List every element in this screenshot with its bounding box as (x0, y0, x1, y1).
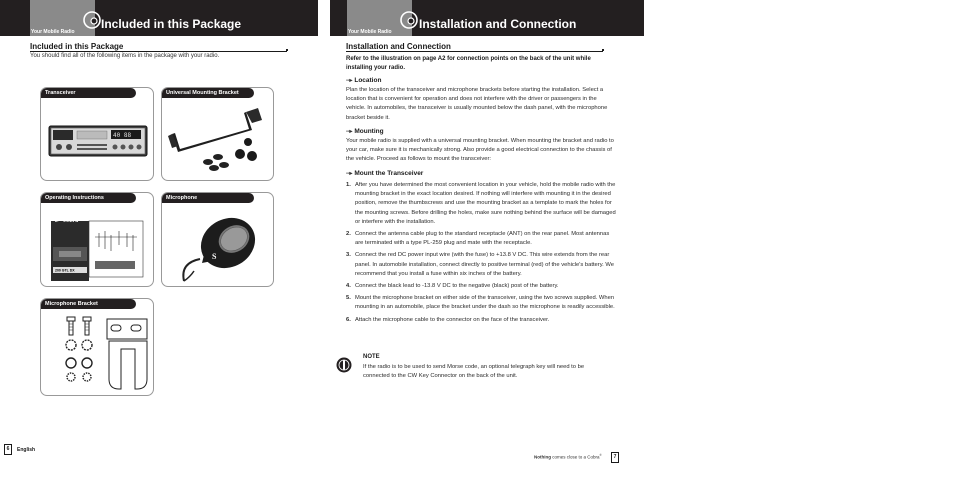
mount-transceiver-heading: - - ▸ Mount the Transceiver (346, 170, 424, 177)
transceiver-image (47, 120, 149, 160)
svg-text:S: S (212, 252, 217, 261)
cobra-logo-icon (53, 213, 85, 225)
card-microphone-bracket (40, 298, 154, 396)
radio-wave-icon (399, 10, 419, 30)
mounting-bracket-image (166, 102, 270, 178)
list-item: 4. Connect the black lead to -13.8 V DC to the negative (black) post of the battery. (346, 283, 559, 290)
section-rule (346, 51, 603, 52)
card-title: Operating Instructions (45, 195, 104, 201)
blank-area (644, 0, 954, 477)
page-number: 7 (611, 452, 619, 463)
list-item: 6. Attach the microphone cable to the connector on the face of the transceiver. (346, 316, 550, 323)
rule-end-dot (602, 49, 604, 51)
note-icon (336, 357, 352, 373)
intro-text: Refer to the illustration on page A2 for connection points on the back of the unit while installing your radio. (346, 56, 591, 71)
double-arrow-icon: - - ▸ (346, 78, 352, 84)
card-title-bar (41, 193, 136, 203)
steps-list (346, 181, 616, 326)
card-title-bar (162, 193, 254, 203)
left-page (0, 0, 318, 477)
section-tab (30, 0, 95, 36)
card-microphone (161, 192, 274, 287)
double-arrow-icon: - - ▸ (346, 171, 352, 177)
page-header (0, 0, 318, 36)
card-title-bar (162, 88, 254, 98)
note-text: If the radio is to be used to send Morse code, an optional telegraph key will need to be connected to the CW Key Connector on the back of the unit. (363, 364, 585, 380)
section-heading: Included in this Package (30, 42, 124, 51)
radio-wave-icon (82, 10, 102, 30)
card-transceiver (40, 87, 154, 181)
manual-model: 200 GTL DX (55, 268, 75, 273)
right-page (330, 0, 644, 477)
footer-language: English (17, 447, 36, 453)
card-title-bar (41, 88, 136, 98)
section-rule (30, 51, 287, 52)
list-item: 3. Connect the red DC power input wire (with the fuse) to +13.8 V DC. This wire extends from the rear panel. In automobile installation, connect directly to positive terminal (red) of the vehicle's battery. We recommend that you install a fuse within six inches of the battery. (346, 252, 614, 277)
mic-bracket-image (45, 313, 153, 395)
tab-label: Your Mobile Radio (348, 29, 392, 35)
page-title: Installation and Connection (419, 17, 577, 31)
card-title-bar (41, 299, 136, 309)
note-title: NOTE (363, 354, 380, 360)
list-item: 1. After you have determined the most convenient location in your vehicle, hold the mobile radio with the mounting bracket in the exact location desired. If nothing will interfere with mounting it in the desired position, remove the thumbscrews and use the mounting bracket as a template to mark the holes for the mounting screws. Before drilling the holes, make sure nothing behind the surface will be damaged or interfere with the installation. (346, 182, 616, 225)
list-item: 2. Connect the antenna cable plug to the standard receptacle (ANT) on the rear panel. Most antennas are terminated with a type PL-259 plug and mate with the receptacle. (346, 231, 610, 247)
section-tab (347, 0, 412, 36)
mounting-heading: - - ▸ Mounting (346, 128, 384, 135)
card-title: Microphone (166, 195, 198, 201)
svg-text:40 88: 40 88 (113, 132, 132, 139)
card-title: Transceiver (45, 90, 76, 96)
page-title: Included in this Package (101, 17, 242, 31)
mounting-text: Your mobile radio is supplied with a universal mounting bracket. When mounting the bracket and radio to your car, make sure it is mechanically strong. Also provide a good electrical connection to the chassis of the vehicle. Proceed as follows to mount the transceiver: (346, 138, 614, 163)
location-heading: - - ▸ Location (346, 77, 382, 84)
double-arrow-icon: - - ▸ (346, 129, 352, 135)
manual-brand: Cobra (63, 218, 79, 224)
location-text: Plan the location of the transceiver and microphone brackets before starting the installation. Select a location that is convenient for operation and does not interfere with the driver or passengers in the vehicle. In automobiles, the transceiver is usually mounted below the dash panel, with the microphone bracket beside it. (346, 87, 608, 121)
page-number: 6 (4, 444, 12, 455)
tab-label: Your Mobile Radio (31, 29, 75, 35)
microphone-image (170, 207, 270, 287)
intro-text: You should find all of the following items in the package with your radio. (30, 53, 220, 59)
card-operating-instructions (40, 192, 154, 287)
card-title: Microphone Bracket (45, 301, 98, 307)
footer-tagline: Nothing comes close to a Cobra® (534, 453, 602, 460)
card-mounting-bracket (161, 87, 274, 181)
card-title: Universal Mounting Bracket (166, 90, 239, 96)
list-item: 5. Mount the microphone bracket on either side of the transceiver, using the two screws supplied. When mounting in an automobile, place the bracket under the dash so the microphone is readily accessible. (346, 295, 615, 311)
page-header (330, 0, 644, 36)
rule-end-dot (286, 49, 288, 51)
section-heading: Installation and Connection (346, 42, 451, 51)
